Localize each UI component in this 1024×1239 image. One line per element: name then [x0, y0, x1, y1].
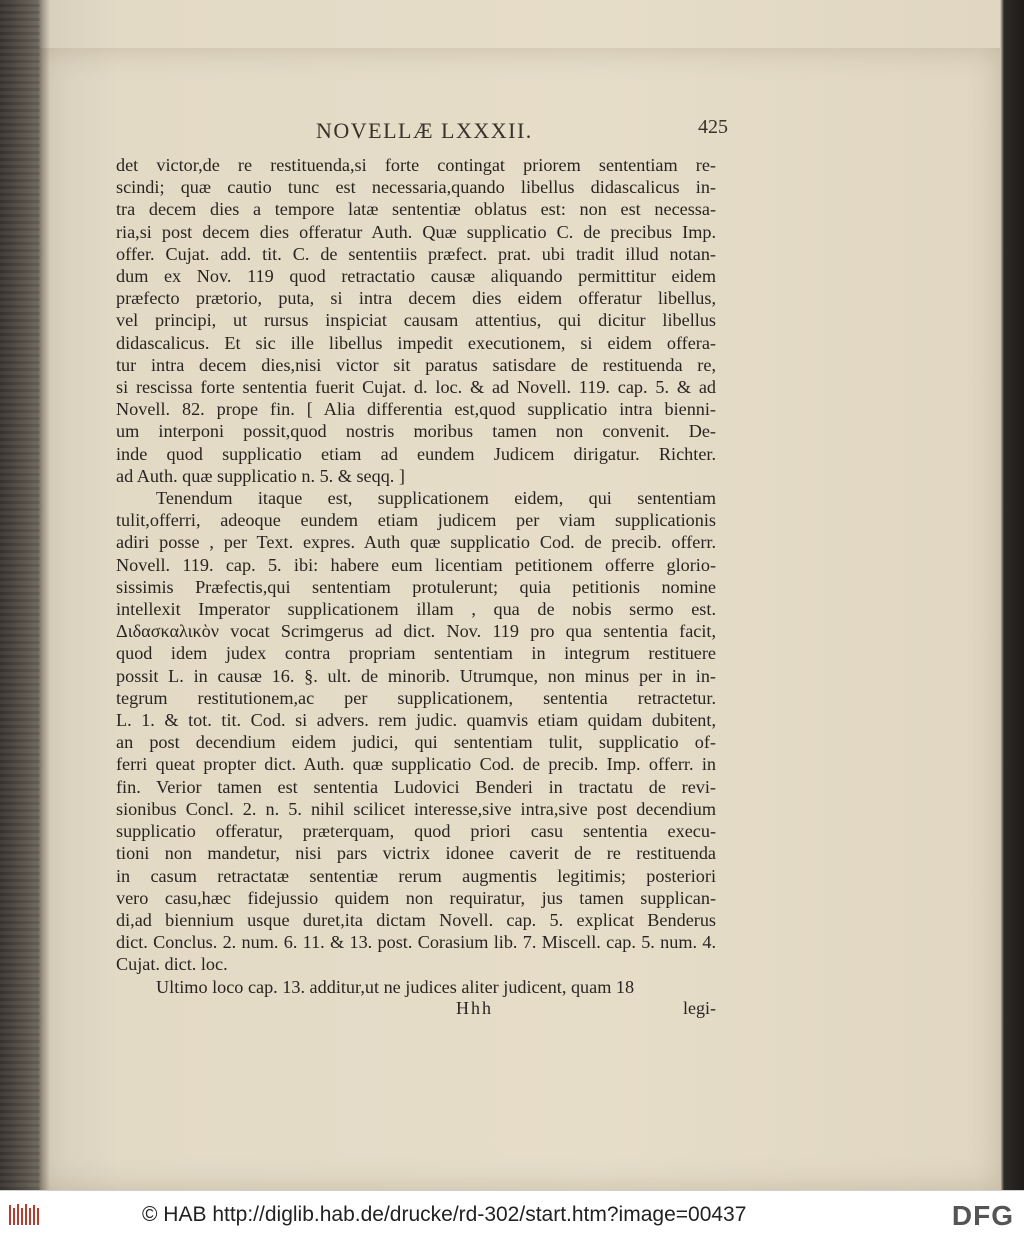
text-line: dict. Conclus. 2. num. 6. 11. & 13. post. Corasium lib. 7. Miscell. cap. 5. num. 4.: [116, 932, 716, 953]
running-title: NOVELLÆ LXXXII.: [316, 118, 533, 143]
text-line: dum ex Nov. 119 quod retractatio causæ aliquando permittitur eidem: [116, 266, 716, 287]
text-line: adiri posse , per Text. expres. Auth quæ supplicatio Cod. de precib. offerr.: [116, 532, 716, 553]
text-line: vero casu,hæc fidejussio quidem non requiratur, jus tamen supplican-: [116, 887, 716, 908]
text-line: ad Auth. quæ supplicatio n. 5. & seqq. ]: [116, 465, 405, 486]
text-line: an post decendium eidem judici, qui sententiam tulit, supplicatio of-: [116, 732, 716, 753]
catchword: legi-: [683, 997, 716, 1018]
text-line: fin. Verior tamen est sententia Ludovici Benderi in tractatu de revi-: [116, 776, 716, 797]
text-line: sionibus Concl. 2. n. 5. nihil scilicet interesse,sive intra,sive post decendium: [116, 798, 716, 819]
hab-logo-icon: [8, 1202, 42, 1228]
text-line: scindi; quæ cautio tunc est necessaria,quando libellus didascalicus in-: [116, 177, 716, 198]
text-line: inde quod supplicatio etiam ad eundem Judicem dirigatur. Richter.: [116, 443, 716, 464]
text-line: tur intra decem dies,nisi victor sit paratus satisdare de restituenda re,: [116, 354, 716, 375]
text-line: quod idem judex contra propriam sententiam in integrum restituere: [116, 643, 716, 664]
body-text: [116, 154, 716, 998]
text-line: Novell. 82. prope fin. [ Alia differentia est,quod supplicatio intra bienni-: [116, 399, 716, 420]
text-line: um interponi possit,quod nostris moribus tamen non convenit. De-: [116, 421, 716, 442]
text-line: tegrum restitutionem,ac per supplicationem, sententia retractetur.: [116, 687, 716, 708]
text-line: Διδασκαλικὸν vocat Scrimgerus ad dict. Nov. 119 pro qua sententia facit,: [116, 621, 716, 642]
text-line: L. 1. & tot. tit. Cod. si advers. rem judic. quamvis etiam quidam dubitent,: [116, 710, 716, 731]
text-line: offer. Cujat. add. tit. C. de sententiis præfect. prat. ubi tradit illud notan-: [116, 243, 716, 264]
page-number: 425: [698, 116, 728, 138]
text-line: ferri queat propter dict. Auth. quæ supplicatio Cod. de precib. Imp. offerr. in: [116, 754, 716, 775]
text-line: possit L. in causæ 16. §. ult. de minorib. Utrumque, non minus per in in-: [116, 665, 716, 686]
dfg-logo: DFG: [951, 1200, 1014, 1231]
text-line: Ultimo loco cap. 13. additur,ut ne judices aliter judicent, quam 18: [156, 976, 635, 997]
signature-mark: Hhh: [456, 997, 493, 1018]
copyright-link-text[interactable]: © HAB http://diglib.hab.de/drucke/rd-302/start.htm?image=00437: [142, 1203, 747, 1226]
text-line: det victor,de re restituenda,si forte contingat priorem sententiam re-: [116, 155, 716, 175]
text-line: ria,si post decem dies offeratur Auth. Quæ supplicatio C. de precibus Imp.: [116, 221, 716, 242]
text-line: tulit,offerri, adeoque eundem etiam judicem per viam supplicationis: [116, 510, 716, 531]
text-line: tra decem dies a tempore latæ sententiæ oblatus est: non est necessa-: [116, 199, 716, 220]
page-footer: [116, 998, 716, 1026]
text-line: supplicatio offeratur, præterquam, quod priori casu sententia execu-: [116, 821, 716, 842]
text-line: si rescissa forte sententia fuerit Cujat. d. loc. & ad Novell. 119. cap. 5. & ad: [116, 377, 716, 398]
text-line: præfecto prætorio, puta, si intra decem dies eidem offeratur libellus,: [116, 288, 716, 309]
text-line: sissimis Præfectis,qui sententiam protulerunt; quia petitionis nomine: [116, 576, 716, 597]
printed-text-block: [116, 116, 728, 1026]
text-line: didascalicus. Et sic ille libellus impedit executionem, si eidem offera-: [116, 332, 716, 353]
text-line: Tenendum itaque est, supplicationem eidem, qui sententiam: [156, 488, 716, 509]
viewer-footer-bar: [0, 1190, 1024, 1239]
text-line: vel principi, ut rursus inspiciat causam attentius, qui dicitur libellus: [116, 310, 716, 331]
text-line: Cujat. dict. loc.: [116, 954, 228, 975]
page-header: [116, 116, 728, 154]
text-line: di,ad biennium usque duret,ita dictam Novell. cap. 5. explicat Benderus: [116, 909, 716, 930]
book-binding-edge: [0, 0, 40, 1190]
text-line: in casum retractatæ sententiæ rerum augmentis legitimis; posteriori: [116, 865, 716, 886]
text-line: Novell. 119. cap. 5. ibi: habere eum licentiam petitionem offerre glorio-: [116, 554, 716, 575]
text-line: tioni non mandetur, nisi pars victrix idonee caverit de re restituenda: [116, 843, 716, 864]
text-line: intellexit Imperator supplicationem illam , qua de nobis sermo est.: [116, 599, 716, 620]
